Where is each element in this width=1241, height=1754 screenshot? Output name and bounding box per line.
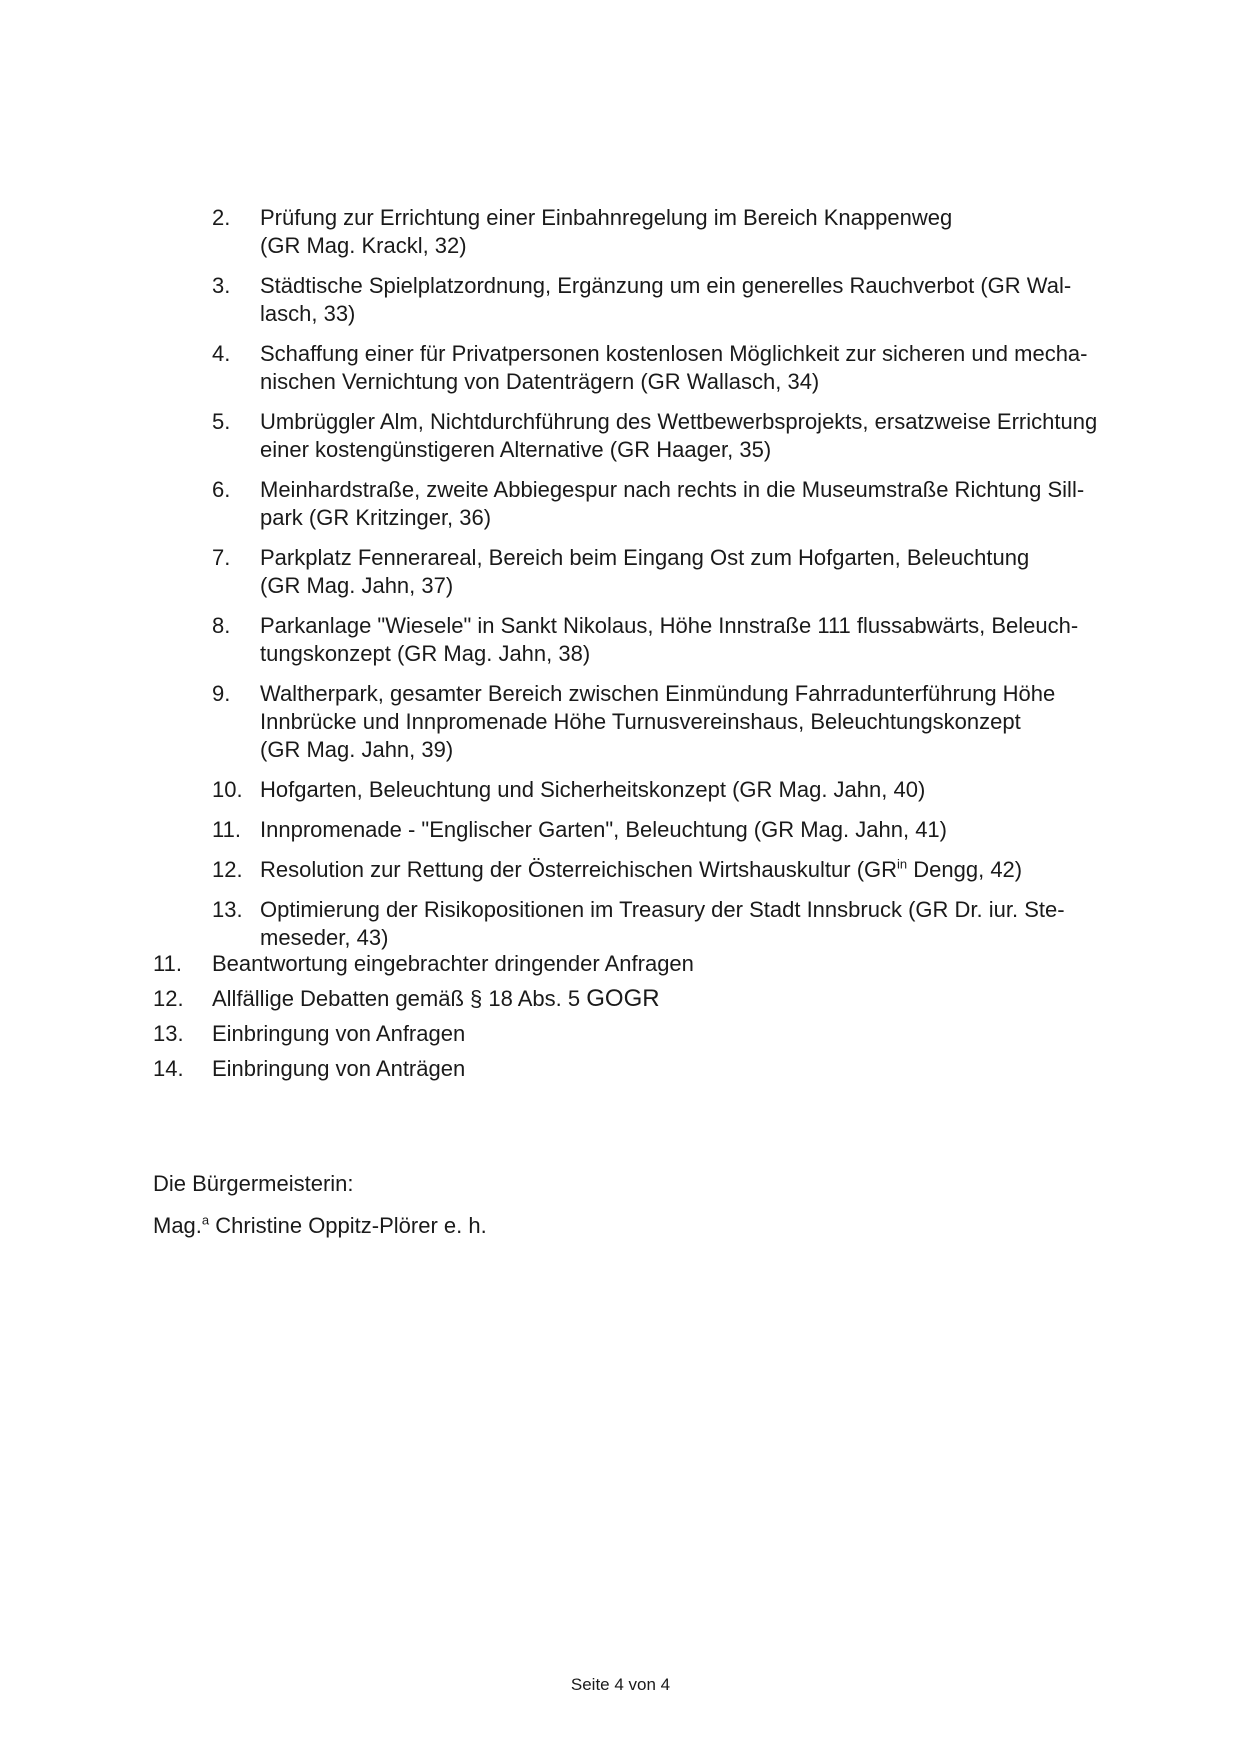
superscript: a xyxy=(201,1212,210,1228)
agenda-main-list xyxy=(153,950,1103,1090)
item-text xyxy=(260,680,1147,764)
list-item xyxy=(212,408,1147,464)
list-item xyxy=(212,776,1147,804)
list-item xyxy=(212,476,1147,532)
item-text xyxy=(260,340,1147,396)
item-text xyxy=(260,612,1147,668)
item-number: 6. xyxy=(212,477,231,502)
list-item xyxy=(212,612,1147,668)
item-text xyxy=(260,776,1147,804)
name-text: Christine Oppitz-Plörer e. h. xyxy=(209,1213,487,1238)
text-after: Dengg, 42) xyxy=(907,857,1023,882)
page-number: Seite 4 von 4 xyxy=(570,1675,671,1694)
page-footer xyxy=(0,1675,1241,1695)
item-text xyxy=(260,856,1147,884)
item-text xyxy=(260,896,1147,952)
text-emphasis: GOGR xyxy=(586,985,660,1012)
text-line: Prüfung zur Errichtung einer Einbahnregelung im Bereich Knappenweg xyxy=(260,205,953,230)
text-line: Parkplatz Fennerareal, Bereich beim Eingang Ost zum Hofgarten, Beleuchtung xyxy=(260,545,1030,570)
item-number: 9. xyxy=(212,681,231,706)
item-text xyxy=(260,204,1147,260)
item-number: 12. xyxy=(212,857,243,882)
item-text xyxy=(260,544,1147,600)
signer-role: Die Bürgermeisterin: xyxy=(153,1171,354,1196)
agenda-sub-list xyxy=(212,204,1147,964)
signature-block xyxy=(153,1170,487,1240)
item-number: 8. xyxy=(212,613,231,638)
list-item xyxy=(212,816,1147,844)
item-number: 12. xyxy=(153,986,184,1011)
item-text: Beantwortung eingebrachter dringender Anfragen xyxy=(212,951,694,976)
text-line: Innpromenade - "Englischer Garten", Beleuchtung (GR Mag. Jahn, 41) xyxy=(260,817,947,842)
list-item xyxy=(212,204,1147,260)
list-item xyxy=(153,1020,1103,1048)
list-item xyxy=(153,1055,1103,1083)
item-number: 5. xyxy=(212,409,231,434)
list-item xyxy=(212,272,1147,328)
item-number: 2. xyxy=(212,205,231,230)
text-line: Parkanlage "Wiesele" in Sankt Nikolaus, Höhe Innstraße 111 flussabwärts, Beleuch- xyxy=(260,613,1079,638)
text-line: nischen Vernichtung von Datenträgern (GR Wallasch, 34) xyxy=(260,369,820,394)
list-item xyxy=(212,680,1147,764)
item-number: 7. xyxy=(212,545,231,570)
item-number: 11. xyxy=(153,951,182,976)
item-text: Einbringung von Anträgen xyxy=(212,1056,466,1081)
list-item xyxy=(212,856,1147,884)
item-number: 14. xyxy=(153,1056,184,1081)
text-line: (GR Mag. Krackl, 32) xyxy=(260,233,467,258)
item-number: 10. xyxy=(212,777,243,802)
signer-name xyxy=(153,1212,487,1240)
text-line: Innbrücke und Innpromenade Höhe Turnusvereinshaus, Beleuchtungskonzept xyxy=(260,709,1021,734)
text-line: tungskonzept (GR Mag. Jahn, 38) xyxy=(260,641,591,666)
superscript: in xyxy=(897,856,908,872)
text-part: Allfällige Debatten gemäß § 18 Abs. 5 xyxy=(212,986,587,1011)
text-line: lasch, 33) xyxy=(260,301,356,326)
item-text xyxy=(260,816,1147,844)
item-number: 4. xyxy=(212,341,231,366)
item-text xyxy=(260,272,1147,328)
text-line: Hofgarten, Beleuchtung und Sicherheitskonzept (GR Mag. Jahn, 40) xyxy=(260,777,926,802)
text-line: meseder, 43) xyxy=(260,925,389,950)
text-line: einer kostengünstigeren Alternative (GR Haager, 35) xyxy=(260,437,772,462)
item-text xyxy=(260,408,1147,464)
text-line: park (GR Kritzinger, 36) xyxy=(260,505,492,530)
text-line: Meinhardstraße, zweite Abbiegespur nach rechts in die Museumstraße Richtung Sill- xyxy=(260,477,1085,502)
item-text xyxy=(260,476,1147,532)
text-line: (GR Mag. Jahn, 39) xyxy=(260,737,454,762)
item-number: 13. xyxy=(153,1021,184,1046)
item-number: 3. xyxy=(212,273,231,298)
text-line: Waltherpark, gesamter Bereich zwischen Einmündung Fahrradunterführung Höhe xyxy=(260,681,1056,706)
text-line: Optimierung der Risikopositionen im Treasury der Stadt Innsbruck (GR Dr. iur. Ste- xyxy=(260,897,1065,922)
list-item xyxy=(212,544,1147,600)
text-line: (GR Mag. Jahn, 37) xyxy=(260,573,454,598)
text-line xyxy=(260,856,1147,884)
list-item xyxy=(212,896,1147,952)
text-line: Städtische Spielplatzordnung, Ergänzung um ein generelles Rauchverbot (GR Wal- xyxy=(260,273,1072,298)
item-text: Einbringung von Anfragen xyxy=(212,1021,466,1046)
item-number: 13. xyxy=(212,897,243,922)
list-item xyxy=(212,340,1147,396)
text-before: Resolution zur Rettung der Österreichischen Wirtshauskultur (GR xyxy=(260,857,898,882)
text-line: Schaffung einer für Privatpersonen kostenlosen Möglichkeit zur sicheren und mecha- xyxy=(260,341,1088,366)
item-number: 11. xyxy=(212,817,241,842)
list-item xyxy=(153,950,1103,978)
item-text xyxy=(212,985,1103,1013)
list-item xyxy=(153,985,1103,1013)
name-prefix: Mag. xyxy=(153,1213,202,1238)
text-line: Umbrüggler Alm, Nichtdurchführung des Wettbewerbsprojekts, ersatzweise Errichtung xyxy=(260,409,1098,434)
